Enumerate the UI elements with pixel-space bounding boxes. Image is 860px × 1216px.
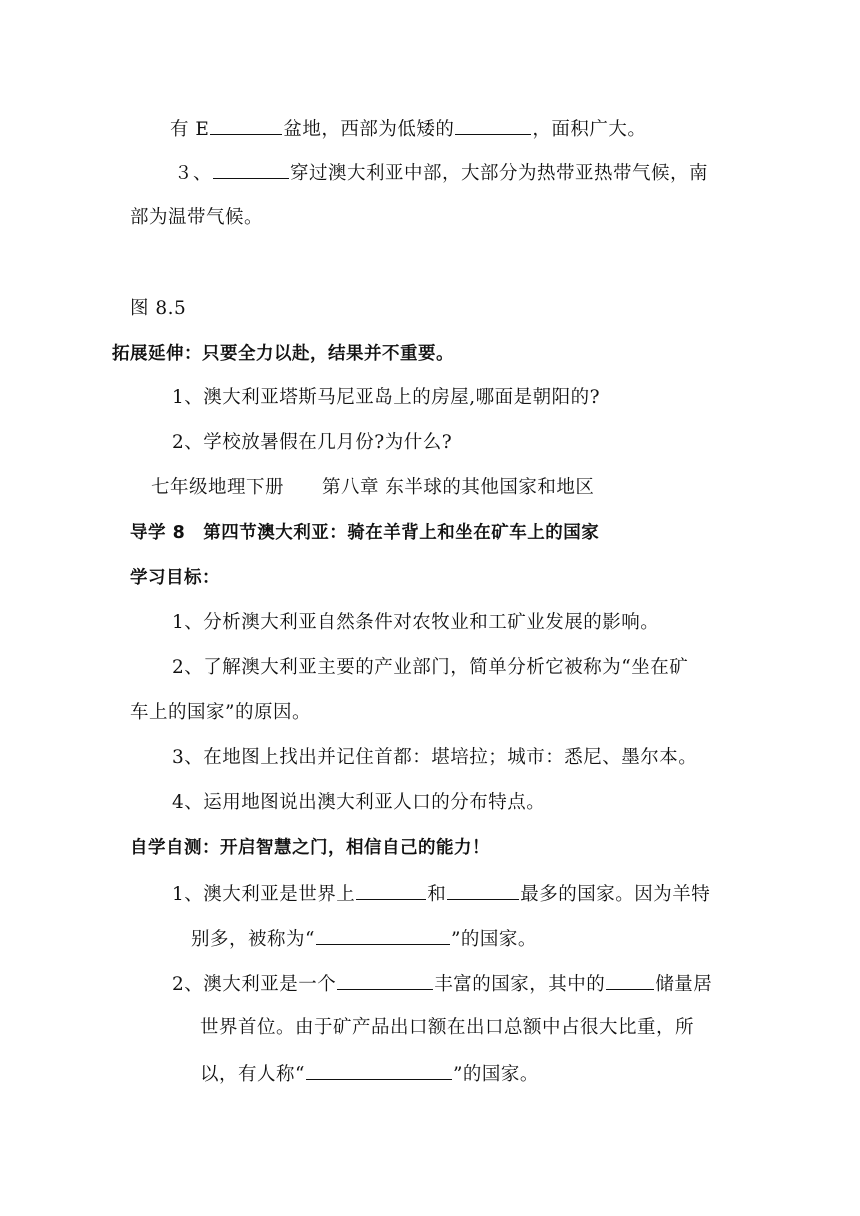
text-segment: 1、澳大利亚是世界上 [172,884,356,905]
goal-item: 2、了解澳大利亚主要的产业部门，简单分析它被称为“坐在矿 [172,657,689,678]
fill-blank[interactable] [606,971,654,990]
goals-heading: 学习目标： [130,568,220,588]
goal-item: 1、分析澳大利亚自然条件对农牧业和工矿业发展的影响。 [172,612,660,633]
figure-label: 图 8.5 [130,298,187,319]
text-segment: 别多，被称为“ [191,929,315,950]
question-item [172,971,712,997]
text-segment: 有 E [170,119,210,140]
extend-heading: 拓展延伸：只要全力以赴，结果并不重要。 [112,344,454,364]
text-segment: ”的国家。 [452,1064,539,1085]
chapter-line: 七年级地理下册 第八章 东半球的其他国家和地区 [151,477,595,498]
text-segment: 2、澳大利亚是一个 [172,974,337,995]
question-item [172,881,710,907]
fill-blank[interactable] [306,1061,452,1080]
section-title: 导学 8 第四节澳大利亚：骑在羊背上和坐在矿车上的国家 [130,523,600,543]
fill-blank[interactable] [316,926,450,945]
text-segment: 以，有人称“ [200,1064,305,1085]
text-segment: 丰富的国家，其中的 [434,974,606,995]
text-line [174,160,708,186]
fill-blank[interactable] [447,881,519,900]
text-segment: ”的国家。 [450,929,537,950]
fill-blank[interactable] [455,116,531,135]
question-item: 世界首位。由于矿产品出口额在出口总额中占很大比重，所 [200,1017,695,1038]
fill-blank[interactable] [337,971,433,990]
text-line [170,116,646,142]
self-test-heading: 自学自测：开启智慧之门，相信自己的能力！ [130,838,490,858]
text-segment: 和 [427,884,447,905]
question-item: 2、学校放暑假在几月份?为什么? [172,432,453,453]
text-segment: ，面积广大。 [532,119,647,140]
text-segment: 最多的国家。因为羊特 [520,884,711,905]
question-item: 1、澳大利亚塔斯马尼亚岛上的房屋,哪面是朝阳的? [172,387,601,408]
goal-item: 车上的国家”的原因。 [130,702,311,723]
fill-blank[interactable] [356,881,426,900]
fill-blank[interactable] [213,160,289,179]
goal-item: 3、在地图上找出并记住首都：堪培拉；城市：悉尼、墨尔本。 [172,747,698,768]
goal-item: 4、运用地图说出澳大利亚人口的分布特点。 [172,792,546,813]
question-item [200,1061,539,1087]
text-line: 部为温带气候。 [130,207,264,228]
text-segment: ３、 [174,163,213,184]
fill-blank[interactable] [210,116,282,135]
text-segment: 储量居 [655,974,713,995]
text-segment: 穿过澳大利亚中部，大部分为热带亚热带气候，南 [290,163,709,184]
text-segment: 盆地，西部为低矮的 [283,119,455,140]
question-item [191,926,537,952]
